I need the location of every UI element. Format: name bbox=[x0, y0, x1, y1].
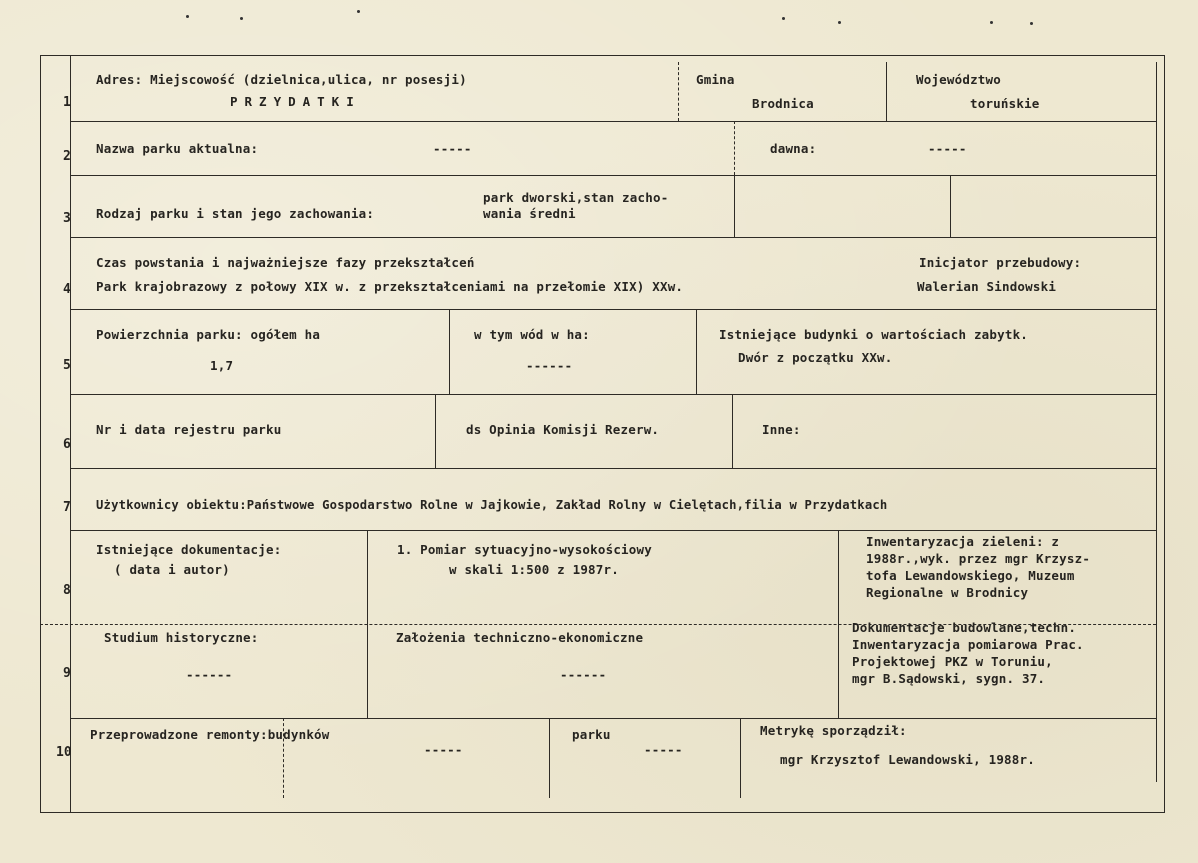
row-line-9 bbox=[70, 718, 1156, 719]
row-number: 8 bbox=[63, 583, 71, 598]
row-number: 1 bbox=[63, 95, 71, 110]
technical-assumptions-label: Założenia techniczno-ekonomiczne bbox=[396, 630, 644, 645]
water-value: ------ bbox=[526, 358, 573, 373]
technical-assumptions-value: ------ bbox=[560, 667, 607, 682]
inventory-line3: tofa Lewandowskiego, Muzeum bbox=[866, 568, 1075, 583]
row-number: 10 bbox=[56, 745, 72, 760]
wojewodztwo-label: Województwo bbox=[916, 72, 1001, 87]
row-number: 9 bbox=[63, 666, 71, 681]
gmina-value: Brodnica bbox=[752, 96, 814, 111]
row-number: 2 bbox=[63, 149, 71, 164]
former-name-value: ----- bbox=[928, 141, 967, 156]
repairs-buildings-value: ----- bbox=[424, 742, 463, 757]
users-text: Użytkownicy obiektu:Państwowe Gospodarstwo Rolne w Jajkowie, Zakład Rolny w Cielętach,filia w Przydatkach bbox=[96, 498, 888, 512]
park-type-value-line2: wania średni bbox=[483, 206, 576, 221]
origin-label: Czas powstania i najważniejsze fazy przekształceń bbox=[96, 255, 475, 270]
row-line-4 bbox=[70, 309, 1156, 310]
row8-divider-b bbox=[838, 530, 839, 718]
park-type-value-line1: park dworski,stan zacho- bbox=[483, 190, 669, 205]
initiator-label: Inicjator przebudowy: bbox=[919, 255, 1082, 270]
speck bbox=[1030, 22, 1033, 25]
documentation-label-line1: Istniejące dokumentacje: bbox=[96, 542, 282, 557]
row2-divider bbox=[734, 121, 735, 175]
history-study-label: Studium historyczne: bbox=[104, 630, 259, 645]
row10-divider-c bbox=[740, 718, 741, 798]
inventory-line1: Inwentaryzacja zieleni: z bbox=[866, 534, 1060, 549]
row10-divider-b bbox=[549, 718, 550, 798]
row5-divider-b bbox=[696, 309, 697, 394]
construction-docs-line3: Projektowej PKZ w Toruniu, bbox=[852, 654, 1053, 669]
frame-top bbox=[40, 55, 1165, 56]
row-number: 3 bbox=[63, 211, 71, 226]
row-line-6 bbox=[70, 468, 1156, 469]
inventory-line2: 1988r.,wyk. przez mgr Krzysz- bbox=[866, 551, 1091, 566]
documentation-value-line1: 1. Pomiar sytuacyjno-wysokościowy bbox=[397, 542, 652, 557]
buildings-value: Dwór z początku XXw. bbox=[738, 350, 893, 365]
row-number: 7 bbox=[63, 500, 71, 515]
row-line-3 bbox=[70, 237, 1156, 238]
repairs-label: Przeprowadzone remonty:budynków bbox=[90, 727, 330, 742]
gmina-label: Gmina bbox=[696, 72, 735, 87]
speck bbox=[782, 17, 785, 20]
construction-docs-line2: Inwentaryzacja pomiarowa Prac. bbox=[852, 637, 1084, 652]
initiator-value: Walerian Sindowski bbox=[917, 279, 1057, 294]
row6-divider-b bbox=[732, 394, 733, 468]
speck bbox=[990, 21, 993, 24]
wojewodztwo-value: toruńskie bbox=[970, 96, 1040, 111]
row-number: 5 bbox=[63, 358, 71, 373]
frame-left bbox=[40, 55, 41, 812]
park-repairs-label: parku bbox=[572, 727, 611, 742]
author-label: Metrykę sporządził: bbox=[760, 723, 907, 738]
water-label: w tym wód w ha: bbox=[474, 327, 590, 342]
row3-divider-b bbox=[950, 175, 951, 237]
row1-divider-a bbox=[678, 62, 679, 121]
park-repairs-value: ----- bbox=[644, 742, 683, 757]
speck bbox=[838, 21, 841, 24]
history-study-value: ------ bbox=[186, 667, 233, 682]
documentation-label-line2: ( data i autor) bbox=[114, 562, 230, 577]
register-label: Nr i data rejestru parku bbox=[96, 422, 282, 437]
row-line-5 bbox=[70, 394, 1156, 395]
speck bbox=[240, 17, 243, 20]
former-name-label: dawna: bbox=[770, 141, 817, 156]
inner-right-line bbox=[1156, 62, 1157, 782]
park-type-label: Rodzaj parku i stan jego zachowania: bbox=[96, 206, 375, 221]
construction-docs-line1: Dokumentacje budowlane,techn. bbox=[852, 620, 1077, 635]
speck bbox=[357, 10, 360, 13]
area-label: Powierzchnia parku: ogółem ha bbox=[96, 327, 321, 342]
address-value: PRZYDATKI bbox=[230, 94, 361, 109]
other-label: Inne: bbox=[762, 422, 801, 437]
area-value: 1,7 bbox=[210, 358, 234, 373]
row-number: 4 bbox=[63, 282, 71, 297]
row1-divider-b bbox=[886, 62, 887, 121]
number-column-line bbox=[70, 55, 71, 812]
row6-divider-a bbox=[435, 394, 436, 468]
inventory-line4: Regionalne w Brodnicy bbox=[866, 585, 1029, 600]
row-line-2 bbox=[70, 175, 1156, 176]
author-value: mgr Krzysztof Lewandowski, 1988r. bbox=[780, 752, 1035, 767]
construction-docs-line4: mgr B.Sądowski, sygn. 37. bbox=[852, 671, 1046, 686]
park-name-label: Nazwa parku aktualna: bbox=[96, 141, 259, 156]
frame-bottom bbox=[40, 812, 1165, 813]
row3-divider-a bbox=[734, 175, 735, 237]
origin-value: Park krajobrazowy z połowy XIX w. z przekształceniami na przełomie XIX) XXw. bbox=[96, 279, 684, 294]
row5-divider-a bbox=[449, 309, 450, 394]
documentation-value-line2: w skali 1:500 z 1987r. bbox=[449, 562, 619, 577]
row-line-7 bbox=[70, 530, 1156, 531]
row-line-1 bbox=[70, 121, 1156, 122]
row8-divider-a bbox=[367, 530, 368, 718]
speck bbox=[186, 15, 189, 18]
row-number: 6 bbox=[63, 437, 71, 452]
address-label: Adres: Miejscowość (dzielnica,ulica, nr posesji) bbox=[96, 72, 467, 87]
park-name-value: ----- bbox=[433, 141, 472, 156]
buildings-label: Istniejące budynki o wartościach zabytk. bbox=[719, 327, 1029, 342]
frame-right bbox=[1164, 55, 1165, 812]
opinion-label: ds Opinia Komisji Rezerw. bbox=[466, 422, 660, 437]
